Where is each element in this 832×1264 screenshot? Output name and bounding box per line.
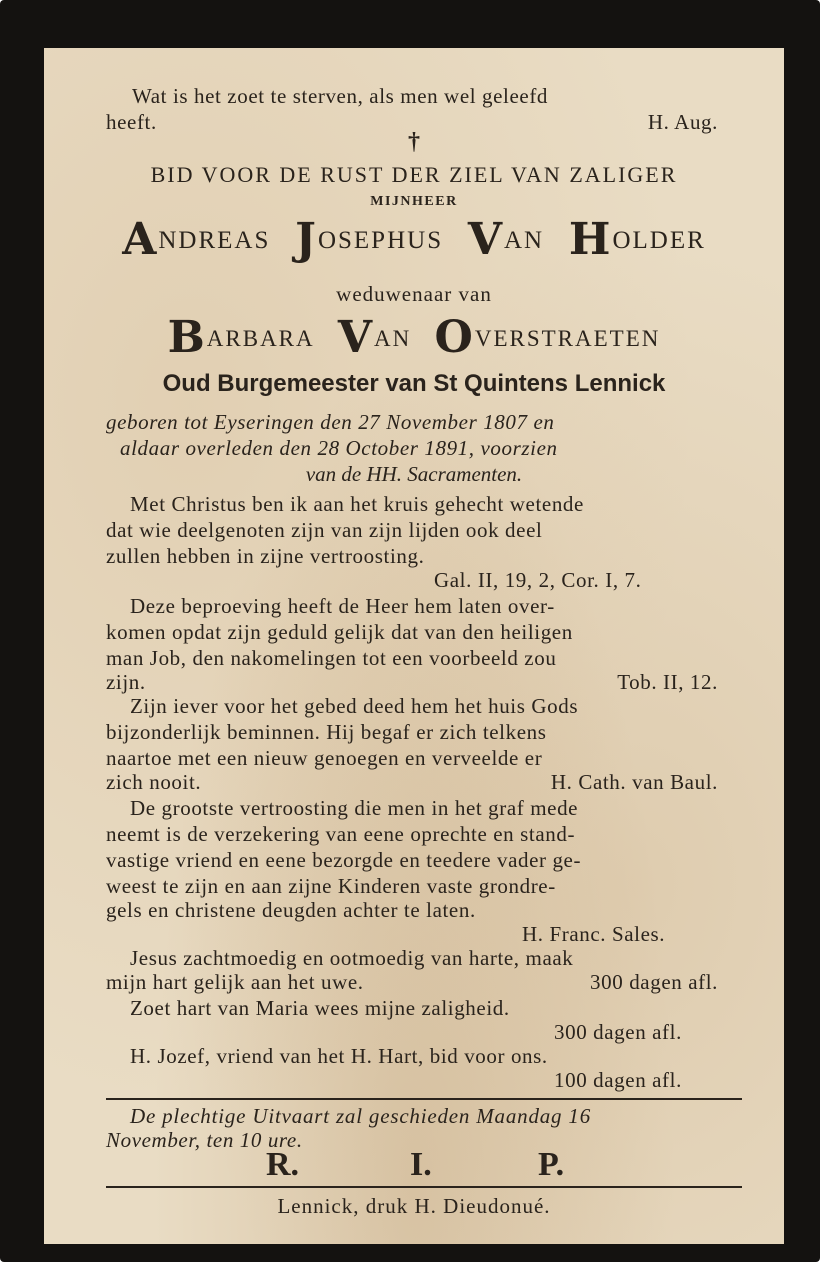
quote-1-source: Gal. II, 19, 2, Cor. I, 7. (434, 568, 642, 592)
name-rest: VERSTRAETEN (474, 326, 661, 351)
epigraph-text: Wat is het zoet te sterven, als men wel geleefd (132, 84, 549, 108)
name-initial: H (568, 214, 613, 265)
name-word (295, 214, 444, 265)
rip-i: I. (410, 1146, 432, 1183)
quote-2-line-3: man Job, den nakomelingen tot een voorbeeld zou (106, 646, 557, 670)
quote-3-line-3: naartoe met een nieuw genoegen en verveelde er (106, 746, 543, 770)
name-word (434, 312, 661, 363)
cross-icon: † (408, 129, 420, 155)
prayer-2-indulgence: 300 dagen afl. (554, 1020, 682, 1044)
prayer-2-line-1: Zoet hart van Maria wees mijne zaligheid. (130, 996, 510, 1020)
birth-line-1: geboren tot Eyseringen den 27 November 1807 en (106, 410, 555, 434)
title-word: MIJNHEER (370, 194, 458, 209)
name-rest: AN (504, 227, 545, 254)
invocation: BID VOOR DE RUST DER ZIEL VAN ZALIGER (150, 162, 678, 187)
quote-1-line-2: dat wie deelgenoten zijn van zijn lijden ook deel (106, 518, 543, 542)
epigraph-line-1 (132, 86, 746, 107)
prayer-1-indulgence: 300 dagen afl. (590, 970, 718, 994)
quote-4-line-2: neemt is de verzekering van eene oprechte en stand- (106, 822, 576, 846)
rip-p: P. (538, 1146, 565, 1183)
quote-4-line-1: De grootste vertroosting die men in het graf mede (130, 796, 579, 820)
prayer-1-text-end: mijn hart gelijk aan het uwe. (106, 970, 364, 994)
quote-2-end: zijn. (106, 670, 146, 694)
name-initial: A (122, 214, 159, 265)
name-initial: J (295, 214, 318, 265)
name-rest: OLDER (612, 227, 706, 254)
quote-3-source: H. Cath. van Baul. (550, 770, 718, 794)
epigraph-end: heeft. (106, 110, 157, 134)
prayer-1-line-1: Jesus zachtmoedig en ootmoedig van harte, maak (130, 946, 574, 970)
name-initial: V (337, 312, 375, 363)
quote-2-line-2: komen opdat zijn geduld gelijk dat van den heiligen (106, 620, 573, 644)
name-word (568, 214, 706, 265)
widower-of: weduwenaar van (336, 282, 492, 306)
name-word (337, 312, 412, 363)
deceased-name (44, 214, 784, 265)
quote-3-end: zich nooit. (106, 770, 202, 794)
funeral-line-2: November, ten 10 ure. (106, 1128, 303, 1152)
divider-top (106, 1098, 742, 1100)
name-rest: NDREAS (158, 227, 271, 254)
quote-1-line-1: Met Christus ben ik aan het kruis gehecht wetende (130, 492, 584, 516)
birth-line-2: aldaar overleden den 28 October 1891, voorzien (120, 436, 558, 460)
prayer-3-indulgence: 100 dagen afl. (554, 1068, 682, 1092)
birth-line-3: van de HH. Sacramenten. (305, 462, 523, 486)
epigraph-source: H. Aug. (647, 110, 718, 134)
prayer-1-line-2 (106, 972, 718, 993)
quote-3-line-2: bijzonderlijk beminnen. Hij begaf er zich telkens (106, 720, 547, 744)
quote-4-source: H. Franc. Sales. (522, 922, 666, 946)
name-rest: AN (374, 326, 412, 351)
quote-2-source: Tob. II, 12. (617, 670, 718, 694)
quote-4-line-4: weest te zijn en aan zijne Kinderen vaste grondre- (106, 874, 556, 898)
divider-bottom (106, 1186, 742, 1188)
spouse-name (44, 312, 784, 363)
quote-2-line-1: Deze beproeving heeft de Heer hem laten over- (130, 594, 555, 618)
prayer-3-line-1: H. Jozef, vriend van het H. Hart, bid voor ons. (130, 1044, 548, 1068)
quote-4-line-3: vastige vriend en eene bezorgde en teedere vader ge- (106, 848, 582, 872)
name-initial: V (467, 214, 504, 265)
name-rest: OSEPHUS (317, 227, 444, 254)
name-word (167, 312, 315, 363)
quote-4-line-5: gels en christene deugden achter te laten. (106, 898, 476, 922)
memorial-card-paper (44, 48, 784, 1244)
name-initial: O (434, 312, 475, 363)
office-title: Oud Burgemeester van St Quintens Lennick (162, 370, 666, 397)
name-initial: B (167, 312, 207, 363)
quote-1-line-3: zullen hebben in zijne vertroosting. (106, 544, 425, 568)
quote-3-line-4 (106, 772, 718, 793)
name-word (467, 214, 545, 265)
rip-r: R. (266, 1146, 300, 1183)
name-word (122, 214, 271, 265)
funeral-line-1: De plechtige Uitvaart zal geschieden Maandag 16 (130, 1104, 592, 1128)
name-rest: ARBARA (206, 326, 315, 351)
quote-2-line-4 (106, 672, 718, 693)
quote-3-line-1: Zijn iever voor het gebed deed hem het huis Gods (130, 694, 579, 718)
printer-credit: Lennick, druk H. Dieudonué. (277, 1194, 551, 1218)
